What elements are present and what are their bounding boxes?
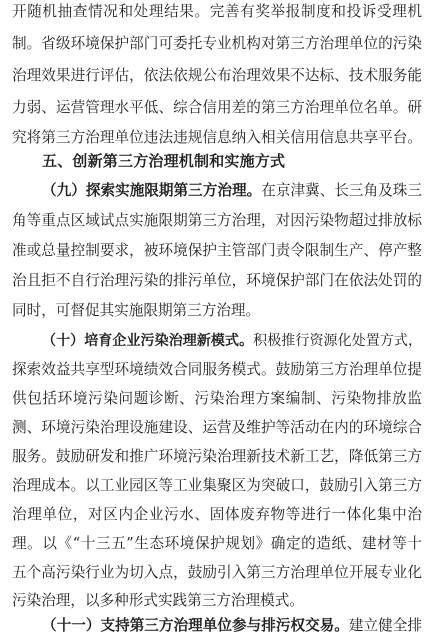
paragraph-line: 同时，可督促其实施限期第三方治理。	[12, 302, 261, 319]
paragraph-text: 建立健全排	[348, 617, 422, 634]
item-lead: （十）培育企业污染治理新模式。	[42, 333, 254, 349]
paragraph-line: 服务。鼓励研发和推广环境污染治理新技术新工艺，降低第三方	[12, 448, 422, 465]
paragraph-text: 在京津冀、长三角及珠三	[261, 182, 422, 199]
item-lead: （九）探索实施限期第三方治理。	[42, 182, 262, 199]
paragraph-line: 治理单位，对区内企业污水、固体废弃物等进行一体化集中治	[12, 506, 422, 523]
paragraph-first-line	[42, 181, 422, 201]
paragraph-line: 制。省级环境保护部门可委托专业机构对第三方治理单位的污染	[12, 35, 422, 52]
paragraph-first-line	[42, 331, 422, 351]
item-lead: （十一）支持第三方治理单位参与排污权交易。	[42, 617, 349, 634]
section-heading: 五、创新第三方治理机制和实施方式	[42, 152, 286, 170]
paragraph-line: 五个高污染行业为切入点，鼓励引入第三方治理单位开展专业化	[12, 564, 422, 581]
paragraph-line: 治理成本。以工业园区等工业集聚区为突破口，鼓励引入第三方	[12, 477, 422, 494]
paragraph-line: 开随机抽查情况和处理结果。完善有奖举报制度和投诉受理机	[12, 3, 422, 20]
paragraph-line: 理。以《“十三五”生态环境保护规划》确定的造纸、建材等十	[12, 535, 422, 552]
paragraph-line: 测、环境污染治理设施建设、运营及维护等活动在内的环境综合	[12, 419, 422, 436]
paragraph-line: 供包括环境污染问题诊断、污染治理方案编制、污染物排放监	[12, 390, 422, 407]
paragraph-line: 究将第三方治理单位违法违规信息纳入相关信用信息共享平台。	[12, 129, 422, 146]
paragraph-line: 探索效益共享型环境绩效合同服务模式。鼓励第三方治理单位提	[12, 361, 422, 378]
paragraph-line: 力弱、运营管理水平低、综合信用差的第三方治理单位名单。研	[12, 99, 422, 116]
paragraph-text: 积极推行资源化处置方式，	[253, 333, 423, 349]
paragraph-line: 治理效果进行评估，依法依规公布治理效果不达标、技术服务能	[12, 67, 422, 84]
paragraph-line: 治且拒不自行治理污染的排污单位，环境保护部门在依法处罚的	[12, 272, 422, 289]
paragraph-line: 准或总量控制要求，被环境保护主管部门责令限制生产、停产整	[12, 242, 422, 259]
paragraph-first-line	[42, 616, 422, 636]
paragraph-line: 污染治理，以多种形式实践第三方治理模式。	[12, 592, 304, 609]
paragraph-line: 角等重点区域试点实施限期第三方治理，对因污染物超过排放标	[12, 212, 422, 229]
